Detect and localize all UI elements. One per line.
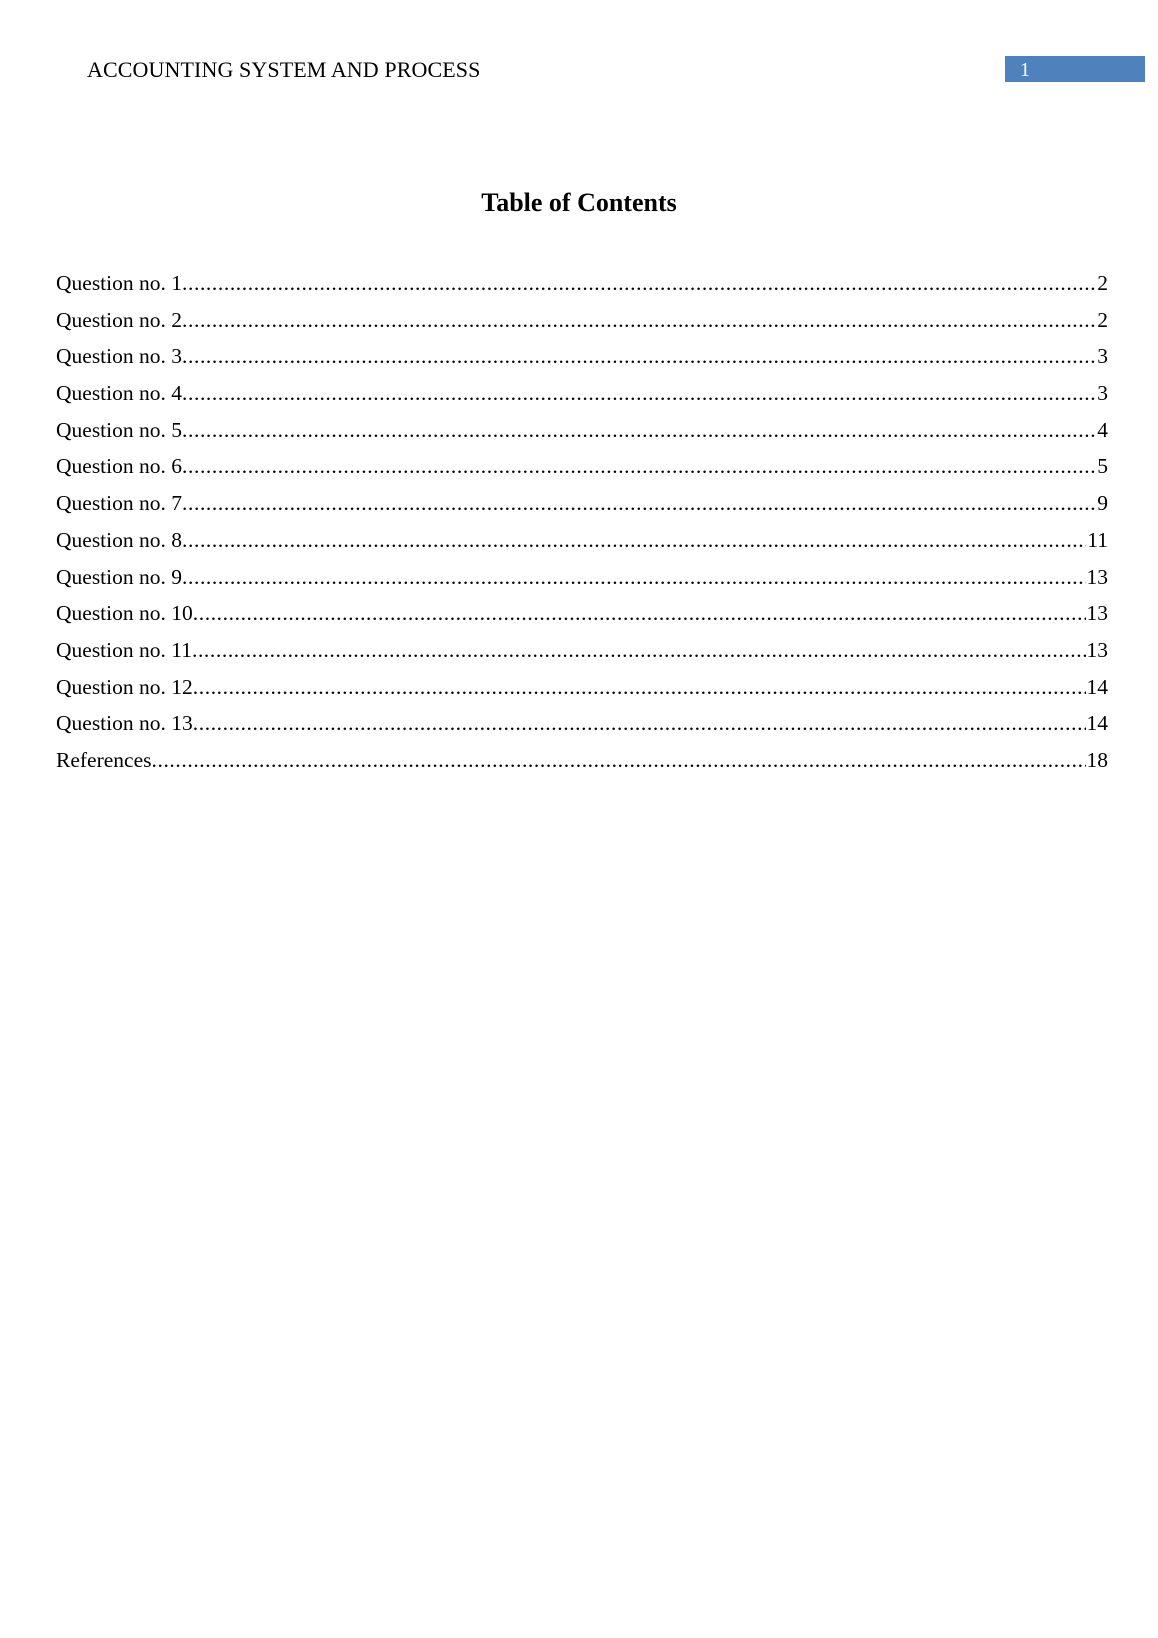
toc-entry-label: Question no. 13 <box>56 711 193 736</box>
toc-entry[interactable] <box>56 305 1108 342</box>
toc-list <box>56 268 1108 782</box>
toc-entry-page: 18 <box>1086 747 1108 772</box>
toc-entry[interactable] <box>56 415 1108 452</box>
toc-entry-page: 2 <box>1097 271 1108 295</box>
toc-entry[interactable] <box>56 525 1108 562</box>
toc-entry-label: Question no. 5 <box>56 417 183 442</box>
toc-entry[interactable] <box>56 341 1108 378</box>
toc-entry-label: Question no. 7 <box>56 491 183 516</box>
toc-entry-page: 4 <box>1097 417 1108 442</box>
toc-entry[interactable] <box>56 672 1108 709</box>
toc-entry-label: Question no. 6 <box>56 454 183 479</box>
toc-entry-page: 3 <box>1097 381 1108 406</box>
toc-entry-label: Question no. 4 <box>56 381 183 406</box>
toc-entry-label: Question no. 1 <box>56 271 183 295</box>
page-number-badge: 1 <box>1005 56 1145 82</box>
toc-dot-leader <box>193 672 1086 702</box>
toc-entry-page: 5 <box>1097 454 1108 479</box>
toc-entry[interactable] <box>56 268 1108 305</box>
running-header-title: ACCOUNTING SYSTEM AND PROCESS <box>87 57 481 82</box>
toc-dot-leader <box>192 635 1086 665</box>
toc-dot-leader <box>182 341 1096 371</box>
toc-entry-page: 13 <box>1086 564 1108 589</box>
toc-entry-label: References <box>56 747 152 772</box>
toc-dot-leader <box>182 488 1096 518</box>
toc-dot-leader <box>182 378 1096 408</box>
toc-dot-leader <box>182 451 1096 481</box>
toc-entry[interactable] <box>56 708 1108 745</box>
toc-dot-leader <box>193 708 1086 738</box>
toc-entry[interactable] <box>56 378 1108 415</box>
toc-dot-leader <box>193 598 1086 628</box>
toc-title: Table of Contents <box>481 188 677 217</box>
toc-entry[interactable] <box>56 598 1108 635</box>
toc-entry[interactable] <box>56 562 1108 599</box>
toc-entry-label: Question no. 9 <box>56 564 183 589</box>
toc-entry-label: Question no. 10 <box>56 601 193 626</box>
toc-entry-page: 13 <box>1086 637 1108 662</box>
toc-entry-page: 3 <box>1097 344 1108 369</box>
toc-entry[interactable] <box>56 488 1108 525</box>
toc-dot-leader <box>182 562 1085 592</box>
toc-dot-leader <box>182 525 1086 555</box>
toc-entry-references[interactable] <box>56 745 1108 782</box>
toc-entry-page: 13 <box>1086 601 1108 626</box>
toc-dot-leader <box>182 268 1096 298</box>
toc-entry-page: 2 <box>1097 307 1108 332</box>
toc-entry-page: 9 <box>1097 491 1108 516</box>
toc-entry[interactable] <box>56 635 1108 672</box>
toc-entry-page: 11 <box>1087 527 1108 552</box>
toc-entry[interactable] <box>56 451 1108 488</box>
toc-entry-page: 14 <box>1086 674 1108 699</box>
toc-entry-label: Question no. 8 <box>56 527 183 552</box>
toc-entry-label: Question no. 11 <box>56 637 192 662</box>
toc-dot-leader <box>152 745 1086 775</box>
toc-entry-label: Question no. 2 <box>56 307 183 332</box>
toc-entry-label: Question no. 12 <box>56 674 193 699</box>
toc-entry-page: 14 <box>1086 711 1108 736</box>
toc-dot-leader <box>182 415 1096 445</box>
toc-dot-leader <box>182 305 1096 335</box>
toc-entry-label: Question no. 3 <box>56 344 183 369</box>
